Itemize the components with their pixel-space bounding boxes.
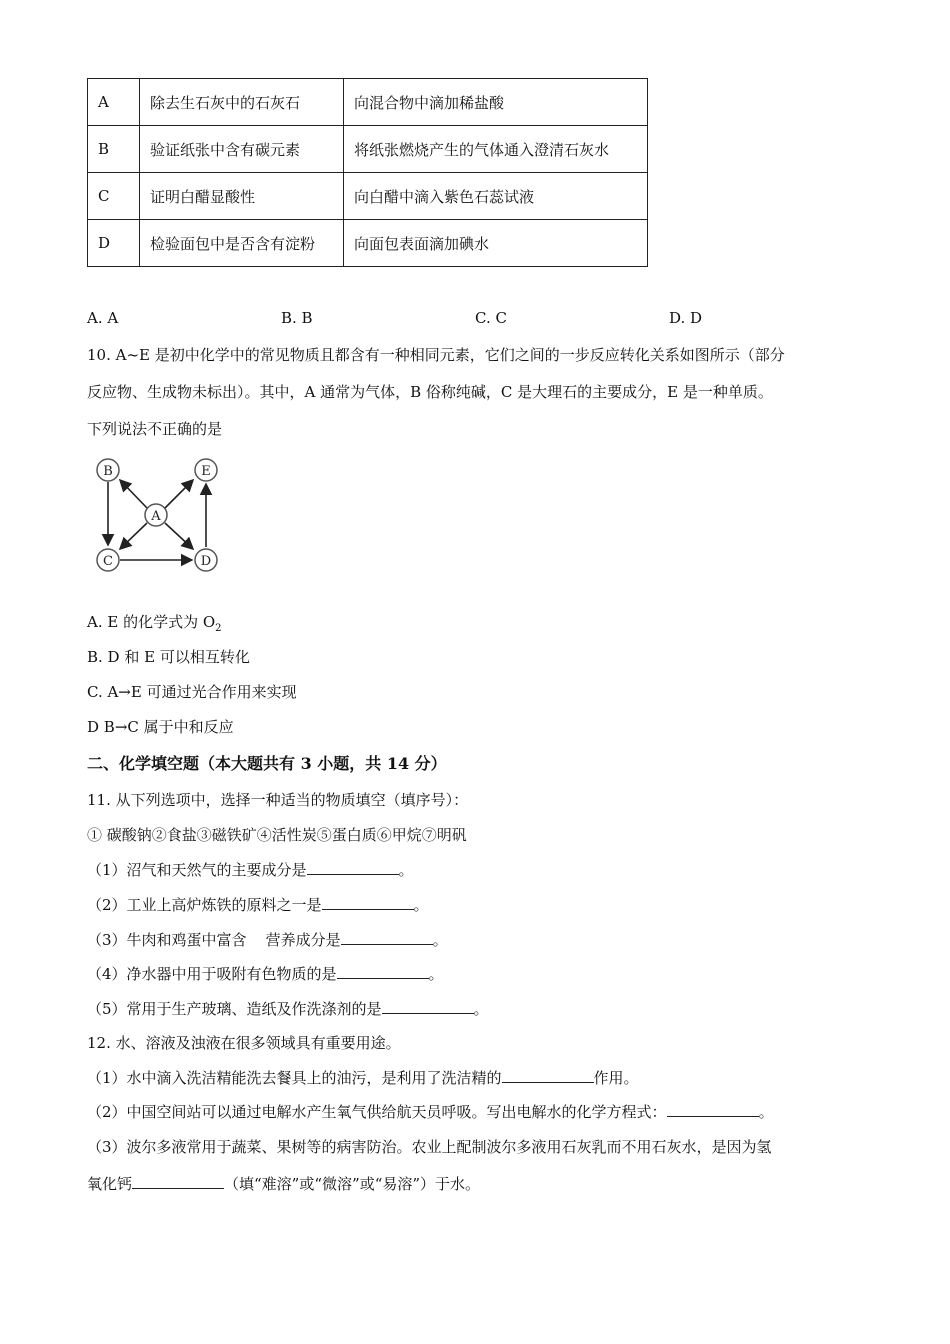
choice-b: B. B [281,309,313,327]
answer-blank[interactable] [337,964,429,979]
table-row [88,220,648,267]
svg-text:A: A [151,509,161,524]
q11-stem: 11. 从下列选项中，选择一种适当的物质填空（填序号）： [87,791,469,809]
section-title: 二、化学填空题（本大题共有 3 小题，共 14 分） [87,754,447,773]
arrow-a-to-b [120,480,147,508]
table-cell: 检验面包中是否含有淀粉 [140,220,344,267]
q10-stem-line2: 反应物、生成物未标出）。其中，A 通常为气体，B 俗称纯碱，C 是大理石的主要成分，E 是一种单质。 [87,383,773,401]
q10-option-d: D B→C 属于中和反应 [87,718,234,736]
choice-d: D. D [669,309,703,327]
q11-item-2: （2）工业上高炉炼铁的原料之一是 。 [87,896,429,914]
node-a [145,504,167,526]
svg-text:D: D [200,554,212,569]
q12-part-3-line2: 氧化钙 （填“难溶”或“微溶”或“易溶”）于水。 [87,1175,481,1193]
answer-blank[interactable] [667,1102,759,1117]
table-row [88,79,648,126]
choice-c: C. C [475,309,507,327]
table-cell: 向混合物中滴加稀盐酸 [344,79,648,126]
q12-stem: 12. 水、溶液及浊液在很多领域具有重要用途。 [87,1034,401,1052]
options-table [87,78,648,267]
q12-part-3-line1: （3）波尔多液常用于蔬菜、果树等的病害防治。农业上配制波尔多液用石灰乳而不用石灰水，是因为氢 [87,1138,772,1156]
table-cell: A [88,79,140,126]
answer-blank[interactable] [132,1174,224,1189]
table-cell: 证明白醋显酸性 [140,173,344,220]
table-row [88,173,648,220]
answer-blank[interactable] [382,999,474,1014]
node-b [97,459,119,481]
reaction-diagram [90,450,230,580]
answer-blank[interactable] [502,1068,594,1083]
q10-option-c: C. A→E 可通过光合作用来实现 [87,683,297,701]
table-cell: B [88,126,140,173]
q10-stem-line3: 下列说法不正确的是 [87,420,223,438]
answer-blank[interactable] [322,895,414,910]
q11-item-3: （3）牛肉和鸡蛋中富含 营养成分是 。 [87,931,448,949]
table-cell: C [88,173,140,220]
table-row [88,126,648,173]
table-cell: 将纸张燃烧产生的气体通入澄清石灰水 [344,126,648,173]
table-cell: D [88,220,140,267]
q11-item-5: （5）常用于生产玻璃、造纸及作洗涤剂的是 。 [87,1000,489,1018]
arrow-a-to-e [165,480,193,508]
q12-part-1: （1）水中滴入洗洁精能洗去餐具上的油污，是利用了洗洁精的 作用。 [87,1069,639,1087]
q11-options: ① 碳酸钠②食盐③磁铁矿④活性炭⑤蛋白质⑥甲烷⑦明矾 [87,826,467,844]
svg-text:C: C [103,554,113,569]
q10-option-a: A. E 的化学式为 $O_2$ [87,613,222,634]
table-cell: 向面包表面滴加碘水 [344,220,648,267]
q10-stem-line1: 10. A~E 是初中化学中的常见物质且都含有一种相同元素，它们之间的一步反应转化关系如图所示（部分 [87,346,785,364]
table-cell: 向白醋中滴入紫色石蕊试液 [344,173,648,220]
q10-option-b: B. D 和 E 可以相互转化 [87,648,250,666]
svg-text:E: E [201,464,211,479]
svg-text:B: B [103,464,113,479]
answer-blank[interactable] [307,860,399,875]
arrow-a-to-c [120,523,147,549]
node-d [195,549,217,571]
choice-a: A. A [87,309,119,327]
arrow-a-to-d [165,523,193,549]
q11-item-4: （4）净水器中用于吸附有色物质的是 。 [87,965,444,983]
answer-blank[interactable] [341,930,433,945]
table-cell: 验证纸张中含有碳元素 [140,126,344,173]
node-c [97,549,119,571]
q12-part-2: （2）中国空间站可以通过电解水产生氧气供给航天员呼吸。写出电解水的化学方程式： 。 [87,1103,774,1121]
q11-item-1: （1）沼气和天然气的主要成分是 。 [87,861,414,879]
node-e [195,459,217,481]
table-cell: 除去生石灰中的石灰石 [140,79,344,126]
